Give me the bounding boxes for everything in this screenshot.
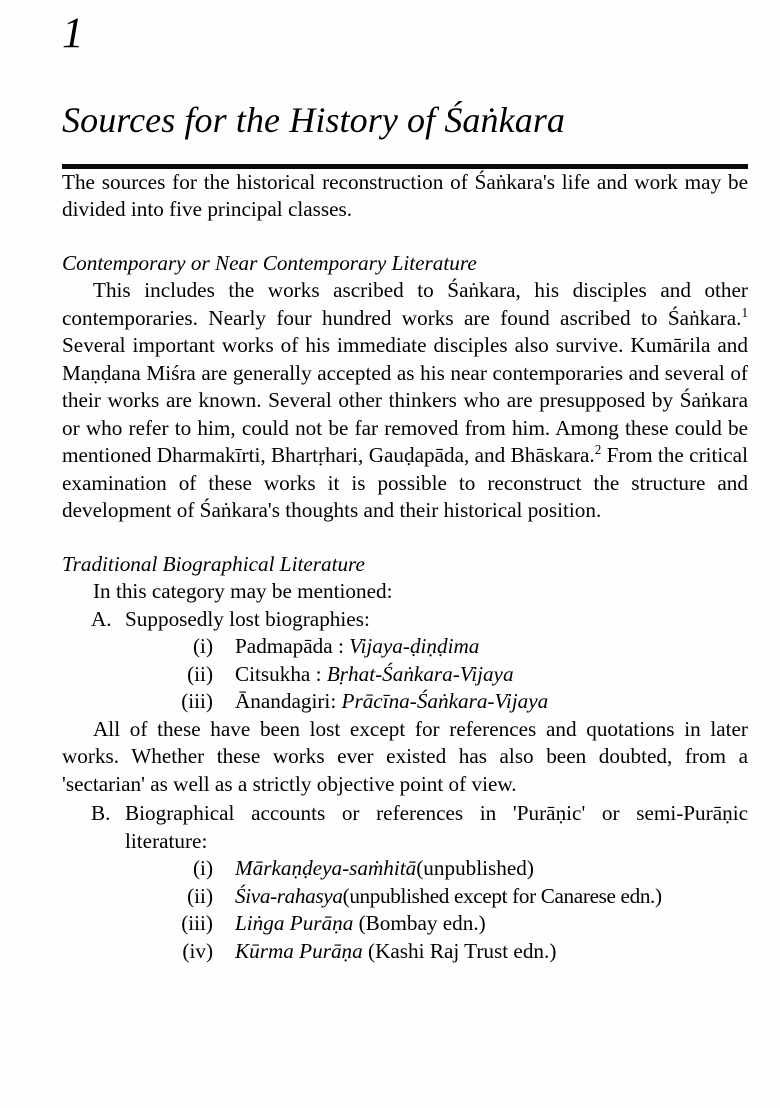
work-author: Ānandagiri: (235, 689, 342, 714)
list-marker-roman: (iii) (181, 689, 213, 714)
work-title: Śiva-rahasya (235, 883, 343, 908)
list-item-content (235, 661, 748, 689)
group-a-note: All of these have been lost except for references and quotations in later works. Whether these works ever existed has also been doubted, from a 'sectarian' as well as a strictly objective point of view. (62, 716, 748, 796)
list-item (160, 910, 748, 938)
footnote-marker-1: 1 (741, 304, 748, 320)
list-marker-roman: (i) (193, 634, 213, 659)
work-suffix: (unpublished) (416, 856, 534, 881)
list-item-content (235, 910, 748, 938)
work-title: Prācīna-Śaṅkara-Vijaya (341, 689, 549, 714)
list-item (160, 883, 748, 911)
work-title: Kūrma Purāṇa (235, 938, 363, 963)
work-author: Padmapāda : (235, 634, 350, 659)
list-marker-roman: (iii) (181, 911, 213, 936)
page-title: Sources for the History of Śaṅkara (62, 100, 566, 140)
list-marker-b: B. (91, 801, 111, 826)
list-marker-a: A. (91, 606, 112, 631)
section-heading-traditional: Traditional Biographical Literature (62, 551, 365, 576)
list-item (160, 688, 748, 716)
section-heading-contemporary: Contemporary or Near Contemporary Literature (62, 250, 477, 275)
list-item-content (235, 938, 748, 966)
work-suffix: (Kashi Raj Trust edn.) (362, 938, 557, 963)
footnote-marker-2: 2 (594, 442, 602, 458)
work-title: Mārkaṇḍeya-saṁhitā (235, 856, 417, 881)
list-item (160, 938, 748, 966)
section-paragraph-contemporary (62, 277, 748, 525)
list-lead-in: In this category may be mentioned: (93, 579, 393, 604)
list-item (160, 633, 748, 661)
list-item-content (235, 855, 748, 883)
work-title: Vijaya-ḍiṇḍima (349, 634, 480, 659)
list-item-content (235, 633, 748, 661)
work-suffix: (unpublished except for Canarese edn.) (342, 883, 662, 908)
work-suffix: (Bombay edn.) (353, 911, 486, 936)
list-item-content (235, 883, 748, 911)
work-title: Liṅga Purāṇa (235, 911, 354, 936)
chapter-number: 1 (62, 10, 84, 57)
list-item-group-b (91, 800, 748, 855)
paragraph-text-part1: This includes the works ascribed to Śaṅkara, his disciples and other contemporaries. Nearly four hundred works are found ascribed to Śaṅkara. (62, 278, 748, 330)
paragraph-text-part3: From the critical examination of these works it is possible to reconstruct the structure and development of Śaṅkara's thoughts and their historical position. (62, 443, 748, 523)
list-marker-roman: (iv) (182, 938, 213, 963)
page-content (62, 0, 748, 965)
list-marker-roman: (ii) (187, 661, 213, 686)
list-item-content (235, 688, 748, 716)
list-item (160, 661, 748, 689)
intro-paragraph: The sources for the historical reconstruction of Śaṅkara's life and work may be divided into five principal classes. (62, 169, 748, 222)
list-label-b: Biographical accounts or references in 'Purāṇic' or semi-Purāṇic literature: (125, 801, 748, 853)
list-item-group-a (91, 606, 748, 634)
list-marker-roman: (ii) (187, 883, 213, 908)
work-author: Citsukha : (235, 661, 327, 686)
list-item (160, 855, 748, 883)
work-title: Bṛhat-Śaṅkara-Vijaya (326, 661, 514, 686)
list-label-a: Supposedly lost biographies: (125, 606, 370, 631)
paragraph-text-part2: Several important works of his immediate disciples also survive. Kumārila and Maṇḍana Miśra are generally accepted as his near contemporaries and several of their works are known. Several other thinkers who are presupposed by Śaṅkara or who refer to him, could not be far removed from him. Among these could be mentioned Dharmakīrti, Bhartṛhari, Gauḍapāda, and Bhāskara. (62, 333, 748, 468)
list-marker-roman: (i) (193, 856, 213, 881)
